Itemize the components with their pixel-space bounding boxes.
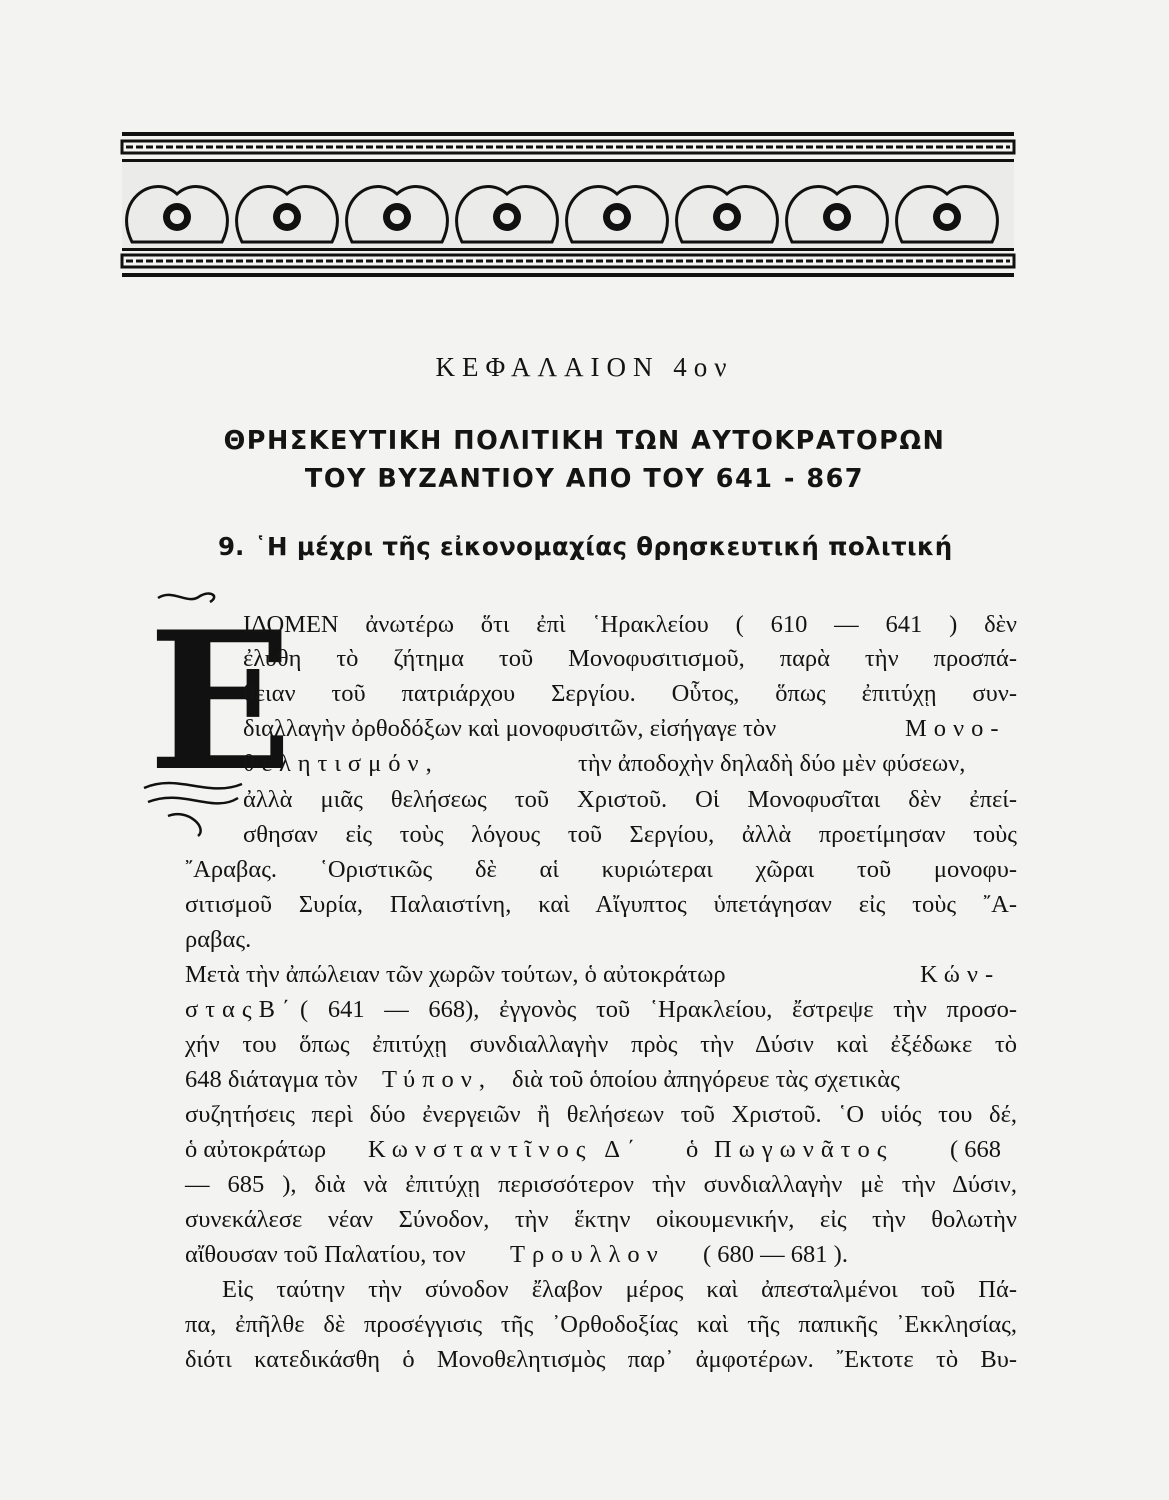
text-line-spaced: Μονο-: [905, 715, 1006, 742]
text-line: Εἰς ταύτην τὴν σύνοδον ἔλαβον μέρος καὶ ἀπεσταλμένοι τοῦ Πά-: [222, 1276, 1017, 1303]
emphasized-term: Τύπον,: [382, 1066, 493, 1093]
text-line: χήν του ὅπως ἐπιτύχῃ συνδιαλλαγὴν πρὸς τὴν Δύσιν καὶ ἐξέδωκε τὸ: [185, 1031, 1017, 1058]
chapter-label: ΚΕΦΑΛΑΙΟΝ 4ον: [435, 352, 734, 382]
text-line: Μετὰ τὴν ἀπώλειαν τῶν χωρῶν τούτων, ὁ αὐτοκράτωρ: [185, 961, 726, 988]
text-line: πα, ἐπῆλθε δὲ προσέγγισις τῆς ᾿Ορθοδοξίας καὶ τῆς παπικῆς ᾿Εκκλησίας,: [185, 1311, 1017, 1338]
emphasized-term: Κωνσταντῖνος Δ΄: [368, 1136, 643, 1163]
text-line: διὰ τοῦ ὁποίου ἀπηγόρευε τὰς σχετικὰς: [512, 1066, 900, 1093]
emphasized-term: Τρουλλον: [510, 1241, 665, 1268]
text-line: συνεκάλεσε νέαν Σύνοδον, τὴν ἕκτην οἰκουμενικήν, εἰς τὴν θολωτὴν: [185, 1206, 1017, 1233]
text-line: ῎Αραβας. ῾Οριστικῶς δὲ αἱ κυριώτεραι χῶραι τοῦ μονοφυ-: [185, 856, 1017, 883]
text-line: ραβας.: [185, 926, 252, 953]
text-line: αἴθουσαν τοῦ Παλατίου, τον: [185, 1241, 466, 1268]
section-heading: [218, 532, 953, 561]
emphasized-term: σταςΒ΄: [185, 996, 298, 1023]
text-line: 648 διάταγμα τὸν: [185, 1066, 358, 1093]
text-line: ( 641 — 668), ἐγγονὸς τοῦ ῾Ηρακλείου, ἔστρεψε τὴν προσο-: [300, 996, 1017, 1023]
ornamental-headpiece: [122, 132, 1014, 284]
text-line: ΙΔΟΜΕΝ ἀνωτέρω ὅτι ἐπὶ ῾Ηρακλείου ( 610 — 641 ) δὲν: [243, 611, 1017, 638]
text-line: διαλλαγὴν ὀρθοδόξων καὶ μονοφυσιτῶν, εἰσήγαγε τὸν: [243, 715, 777, 742]
emphasized-term: Πωγωνᾶτος: [714, 1136, 894, 1163]
text-line: συζητήσεις περὶ δύο ἐνεργειῶν ἢ θελήσεων τοῦ Χριστοῦ. ῾Ο υἱός του δέ,: [185, 1101, 1017, 1128]
emphasized-term: θελητισμόν,: [243, 750, 439, 777]
chapter-title-line-1: ΘΡΗΣΚΕΥΤΙΚΗ ΠΟΛΙΤΙΚΗ ΤΩΝ ΑΥΤΟΚΡΑΤΟΡΩΝ: [223, 426, 946, 456]
text-line: σθησαν εἰς τοὺς λόγους τοῦ Σεργίου, ἀλλὰ προετίμησαν τοὺς: [243, 821, 1017, 848]
text-line: ἀλλὰ μιᾶς θελήσεως τοῦ Χριστοῦ. Οἱ Μονοφυσῖται δὲν ἐπεί-: [243, 786, 1017, 813]
text-line: θειαν τοῦ πατριάρχου Σεργίου. Οὗτος, ὅπως ἐπιτύχῃ συν-: [243, 680, 1017, 707]
text-line: ( 668: [950, 1136, 1002, 1163]
section-title: ῾Η μέχρι τῆς εἰκονομαχίας θρησκευτική πολιτική: [254, 532, 953, 561]
dropcap-letter: Ε: [148, 590, 293, 813]
section-number: 9.: [218, 532, 245, 561]
emphasized-term: Κών-: [920, 961, 1001, 988]
text-line: ὁ αὐτοκράτωρ: [185, 1136, 327, 1163]
chapter-title-line-2: ΤΟΥ ΒΥΖΑΝΤΙΟΥ ΑΠΟ ΤΟΥ 641 - 867: [304, 464, 865, 494]
text-line: ( 680 — 681 ).: [703, 1241, 848, 1268]
text-line: — 685 ), διὰ νὰ ἐπιτύχῃ περισσότερον τὴν συνδιαλλαγὴν μὲ τὴν Δύσιν,: [185, 1171, 1017, 1198]
text-line: σιτισμοῦ Συρία, Παλαιστίνη, καὶ Αἴγυπτος ὑπετάγησαν εἰς τοὺς ῎Α-: [185, 891, 1017, 918]
text-line: ὁ: [686, 1136, 699, 1163]
text-line: τὴν ἀποδοχὴν δηλαδὴ δύο μὲν φύσεων,: [578, 750, 966, 777]
text-line: ἐλύθη τὸ ζήτημα τοῦ Μονοφυσιτισμοῦ, παρὰ τὴν προσπά-: [243, 645, 1017, 672]
text-line: διότι κατεδικάσθη ὁ Μονοθελητισμὸς παρ᾿ ἀμφοτέρων. ῎Εκτοτε τὸ Βυ-: [185, 1346, 1017, 1373]
ornate-dropcap: [138, 588, 293, 840]
